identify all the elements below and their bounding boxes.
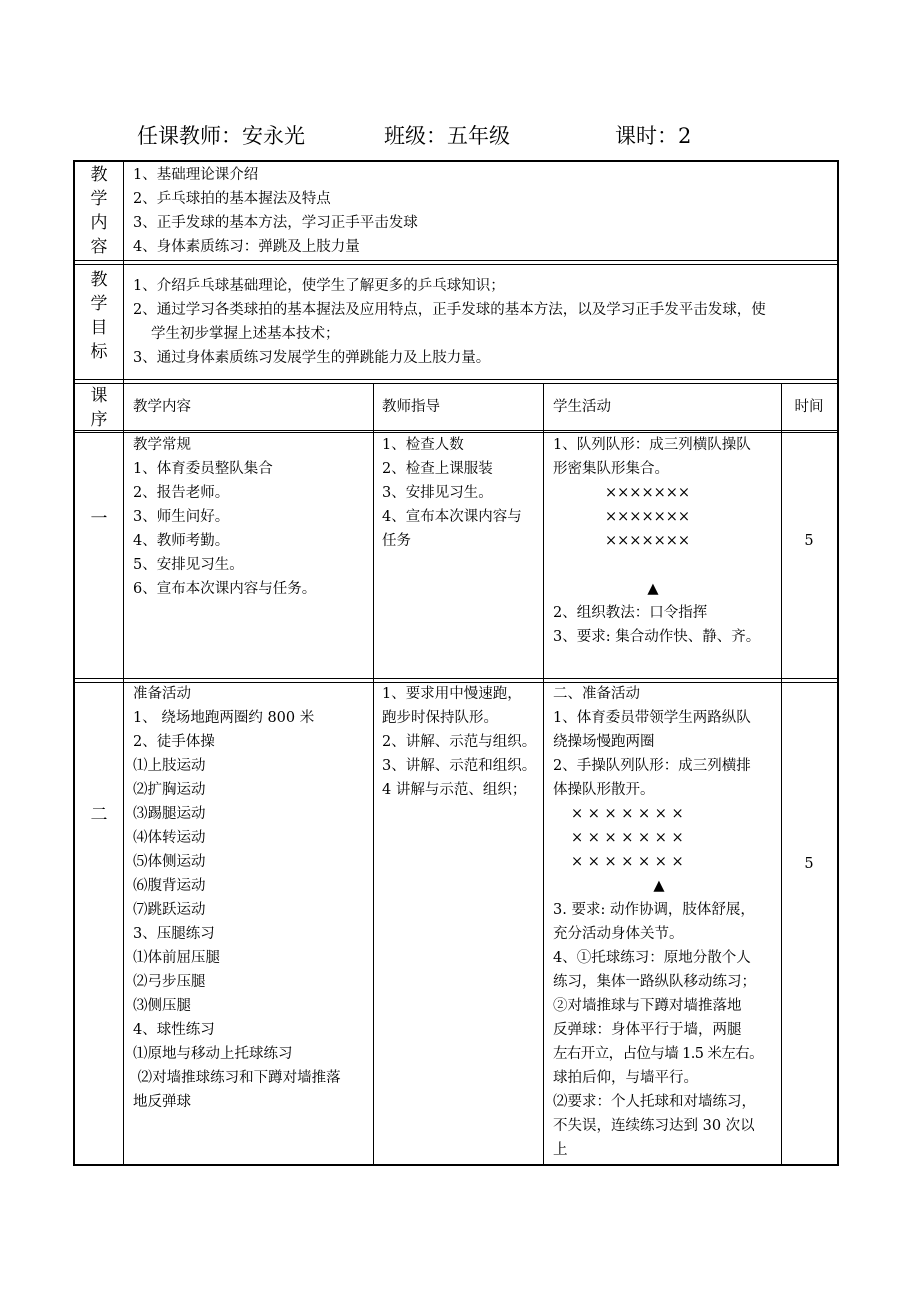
list-item: 2、报告老师。 [133, 485, 230, 501]
lesson-plan-table [73, 160, 839, 1166]
row1-teacher [382, 433, 522, 553]
list-item: 形密集队形集合。 [553, 461, 669, 477]
label-char: 课 [90, 386, 108, 406]
formation-row: ××××××× [605, 485, 691, 501]
list-item: 球拍后仰，与墙平行。 [553, 1070, 698, 1086]
list-item: 2、讲解、示范与组织。 [382, 734, 537, 750]
list-item: 1、体育委员带领学生两路纵队 [553, 710, 751, 726]
list-item: ⑵弓步压腿 [133, 974, 206, 990]
list-item: ⑵扩胸运动 [133, 782, 206, 798]
class-grade: 班级：五年级 [384, 124, 510, 148]
list-item: 左右开立，占位与墙 1.5 米左右。 [553, 1046, 763, 1062]
list-item: 4、身体素质练习：弹跳及上肢力量 [133, 239, 360, 255]
label-char: 教 [90, 270, 108, 290]
list-item: ⑴体前屈压腿 [133, 950, 220, 966]
list-item: 学生初步掌握上述基本技术； [151, 326, 340, 342]
list-item: 3、师生问好。 [133, 509, 230, 525]
seq-header [75, 384, 123, 432]
list-item: 反弹球：身体平行于墙，两腿 [553, 1022, 742, 1038]
list-item: 1、要求用中慢速跑， [382, 686, 522, 702]
list-item: 二、准备活动 [553, 686, 640, 702]
list-item: 教学常规 [133, 437, 191, 453]
lesson-hours: 课时：2 [615, 124, 692, 148]
row2-time: 5 [804, 856, 814, 872]
row1-time: 5 [804, 533, 814, 549]
time-column-header: 时间 [794, 399, 824, 415]
list-item: 上 [553, 1142, 568, 1158]
content-section-items [133, 163, 418, 259]
row2-student [553, 682, 781, 1162]
list-item: ⑸体侧运动 [133, 854, 206, 870]
formation-row: × × × × × × × [571, 854, 684, 870]
list-item: ⑴上肢运动 [133, 758, 206, 774]
list-item: ⑵要求：个人托球和对墙练习， [553, 1094, 756, 1110]
list-item: ⑴原地与移动上托球练习 [133, 1046, 293, 1062]
list-item: 1、 绕场地跑两圈约 800 米 [133, 710, 315, 726]
label-char: 容 [90, 237, 108, 257]
row2-seq: 二 [90, 805, 108, 825]
list-item: 4、宣布本次课内容与 [382, 509, 522, 525]
list-item: 体操队形散开。 [553, 782, 655, 798]
list-item: 3、安排见习生。 [382, 485, 493, 501]
list-item: 充分活动身体关节。 [553, 926, 684, 942]
formation-row: × × × × × × × [571, 806, 684, 822]
list-item: 任务 [382, 533, 411, 549]
list-item: 6、宣布本次课内容与任务。 [133, 581, 317, 597]
list-item: 1、队列队形：成三列横队操队 [553, 437, 751, 453]
row2-content [133, 682, 341, 1114]
list-item: ⑷体转运动 [133, 830, 206, 846]
goals-section-label [75, 268, 123, 364]
row1-student [553, 433, 781, 649]
list-item: 准备活动 [133, 686, 191, 702]
divider [75, 383, 837, 384]
formation-row: ××××××× [605, 533, 691, 549]
divider [781, 383, 782, 1164]
label-char: 标 [90, 342, 108, 362]
student-column-header: 学生活动 [553, 399, 611, 415]
list-item: ⑶侧压腿 [133, 998, 191, 1014]
divider [373, 383, 374, 1164]
list-item: 3、讲解、示范和组织。 [382, 758, 537, 774]
list-item: 2、组织教法：口令指挥 [553, 605, 708, 621]
row1-seq: 一 [90, 509, 108, 529]
list-item: 3、要求: 集合动作快、静、齐。 [553, 629, 761, 645]
teacher-name: 任课教师：安永光 [137, 124, 305, 148]
row1-content [133, 433, 316, 601]
list-item: 1、检查人数 [382, 437, 464, 453]
formation-row: ××××××× [605, 509, 691, 525]
goals-section-items [133, 274, 766, 370]
divider [75, 678, 837, 679]
content-section-label [75, 163, 123, 259]
list-item: 2、检查上课服装 [382, 461, 493, 477]
list-item: 4 讲解与示范、组织； [382, 782, 527, 798]
row2-teacher [382, 682, 536, 802]
label-char: 内 [90, 213, 108, 233]
list-item: 2、通过学习各类球拍的基本握法及应用特点，正手发球的基本方法，以及学习正手发平击发球，使 [133, 302, 766, 318]
formation-row: × × × × × × × [571, 830, 684, 846]
list-item: ⑺跳跃运动 [133, 902, 206, 918]
list-item: 地反弹球 [133, 1094, 191, 1110]
list-item: 1、介绍乒乓球基础理论，使学生了解更多的乒乓球知识； [133, 278, 505, 294]
list-item: 跑步时保持队形。 [382, 710, 498, 726]
teacher-column-header: 教师指导 [382, 399, 440, 415]
list-item: ⑹腹背运动 [133, 878, 206, 894]
divider [543, 383, 544, 1164]
list-item: 不失误，连续练习达到 30 次以 [553, 1118, 755, 1134]
divider [123, 162, 124, 1164]
list-item: 2、乒乓球拍的基本握法及特点 [133, 191, 331, 207]
content-column-header: 教学内容 [133, 399, 191, 415]
divider [75, 264, 837, 265]
divider [75, 379, 837, 380]
list-item: ⑶踢腿运动 [133, 806, 206, 822]
divider [75, 430, 837, 431]
list-item: 3. 要求: 动作协调，肢体舒展， [553, 902, 755, 918]
divider [75, 260, 837, 261]
list-item: 1、体育委员整队集合 [133, 461, 273, 477]
list-item: 3、通过身体素质练习发展学生的弹跳能力及上肢力量。 [133, 350, 491, 366]
list-item: 1、基础理论课介绍 [133, 167, 259, 183]
label-char: 序 [90, 410, 108, 430]
teacher-position-marker: ▲ [653, 878, 665, 894]
list-item: 3、正手发球的基本方法，学习正手平击发球 [133, 215, 418, 231]
list-item: 2、徒手体操 [133, 734, 215, 750]
list-item: 练习，集体一路纵队移动练习； [553, 974, 756, 990]
label-char: 目 [90, 318, 108, 338]
label-char: 学 [90, 189, 108, 209]
lesson-header [137, 120, 757, 152]
label-char: 学 [90, 294, 108, 314]
list-item: 3、压腿练习 [133, 926, 215, 942]
list-item: ⑵对墙推球练习和下蹲对墙推落 [133, 1070, 341, 1086]
list-item: 绕操场慢跑两圈 [553, 734, 655, 750]
list-item: 5、安排见习生。 [133, 557, 244, 573]
list-item: ②对墙推球与下蹲对墙推落地 [553, 998, 742, 1014]
list-item: 4、教师考勤。 [133, 533, 230, 549]
list-item: 4、球性练习 [133, 1022, 215, 1038]
list-item: 2、手操队列队形：成三列横排 [553, 758, 751, 774]
label-char: 教 [90, 165, 108, 185]
list-item: 4、①托球练习：原地分散个人 [553, 950, 751, 966]
teacher-position-marker: ▲ [647, 581, 659, 597]
